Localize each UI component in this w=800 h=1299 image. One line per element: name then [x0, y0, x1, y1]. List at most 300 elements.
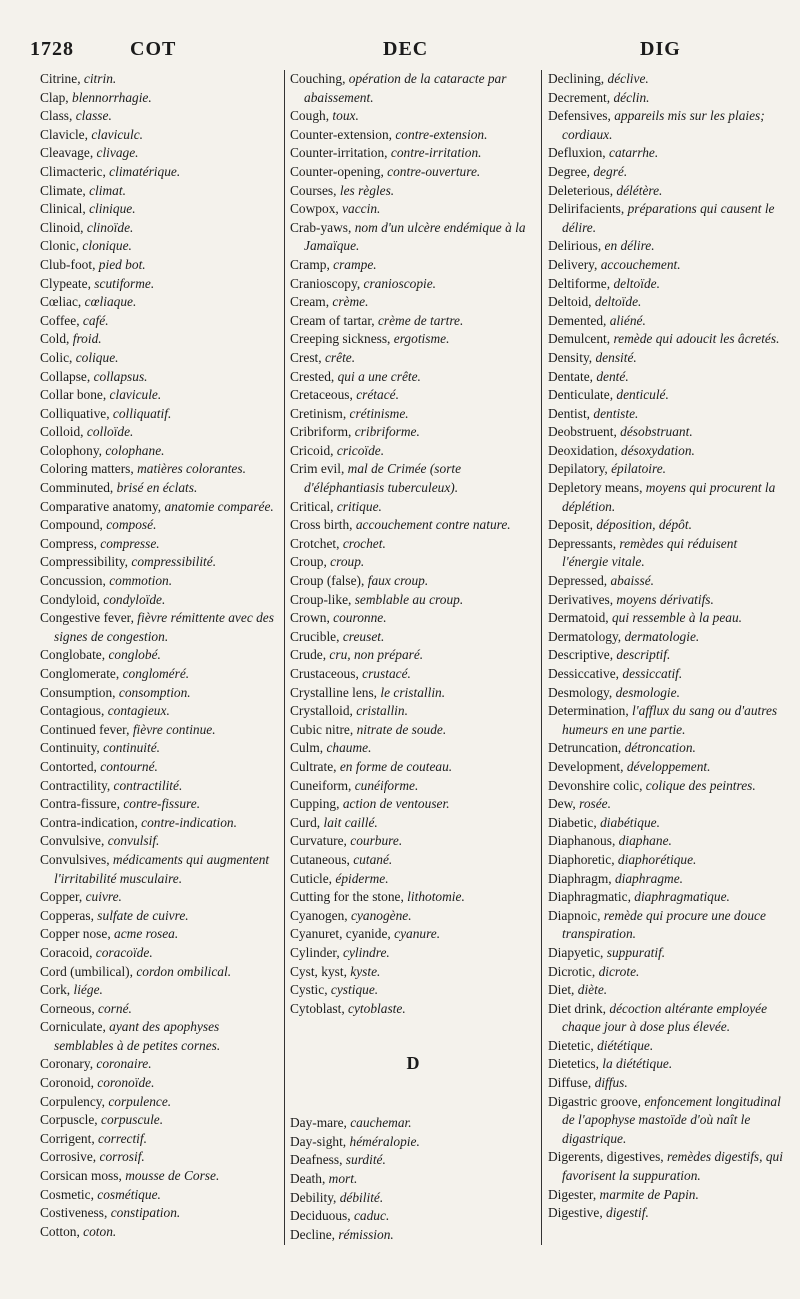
- dictionary-entry: [548, 814, 786, 833]
- entry-translation: coronoïde.: [97, 1075, 155, 1091]
- entry-headword: Detruncation,: [548, 740, 625, 756]
- entry-headword: Courses,: [290, 182, 340, 198]
- entry-headword: Comminuted,: [40, 480, 117, 496]
- dictionary-entry: [290, 1000, 536, 1019]
- entry-translation: degré.: [593, 163, 628, 179]
- dictionary-entry: [40, 182, 280, 201]
- dictionary-entry: [40, 646, 280, 665]
- entry-translation: déclin.: [613, 89, 650, 105]
- entry-headword: Cord (umbilical),: [40, 963, 137, 979]
- dictionary-entry: [548, 888, 786, 907]
- entry-translation: déposition, dépôt.: [596, 517, 692, 533]
- dictionary-entry: [548, 330, 786, 349]
- dictionary-entry: [40, 368, 280, 387]
- entry-headword: Convulsives,: [40, 851, 113, 867]
- entry-translation: consomption.: [118, 684, 191, 700]
- dictionary-entry: [548, 405, 786, 424]
- entry-headword: Condyloid,: [40, 591, 104, 607]
- entry-headword: Consumption,: [40, 684, 119, 700]
- entry-translation: contre-irritation.: [390, 145, 482, 161]
- entry-headword: Corrigent,: [40, 1130, 99, 1146]
- entry-headword: Colliquative,: [40, 405, 113, 421]
- entry-headword: Cupping,: [290, 796, 343, 812]
- entry-headword: Delirifacients,: [548, 201, 628, 217]
- dictionary-entry: [290, 219, 536, 256]
- entry-translation: préparations qui causent le délire.: [562, 201, 775, 235]
- entry-translation: clinoïde.: [86, 219, 134, 235]
- dictionary-entry: [290, 1170, 536, 1189]
- dictionary-entry: [290, 646, 536, 665]
- dictionary-entry: [40, 1000, 280, 1019]
- dictionary-entry: [40, 1074, 280, 1093]
- entry-headword: Corneous,: [40, 1000, 99, 1016]
- entry-translation: clivage.: [96, 145, 139, 161]
- entry-headword: Dew,: [548, 796, 580, 812]
- dictionary-entry: [40, 1148, 280, 1167]
- dictionary-entry: [290, 721, 536, 740]
- dictionary-entry: [40, 70, 280, 89]
- entry-headword: Diapnoic,: [548, 907, 604, 923]
- dictionary-entry: [290, 1189, 536, 1208]
- dictionary-entry: [548, 312, 786, 331]
- dictionary-entry: [548, 944, 786, 963]
- section-letter: D: [406, 1053, 420, 1074]
- dictionary-entry: [548, 851, 786, 870]
- dictionary-entry: [290, 144, 536, 163]
- entry-translation: climatérique.: [109, 163, 181, 179]
- entry-translation: contre-fissure.: [123, 796, 201, 812]
- entry-headword: Comparative anatomy,: [40, 498, 165, 514]
- entry-translation: cytoblaste.: [348, 1000, 406, 1016]
- dictionary-entry: [290, 591, 536, 610]
- dictionary-entry: [290, 870, 536, 889]
- dictionary-entry: [548, 1148, 786, 1185]
- entry-headword: Contra-indication,: [40, 814, 142, 830]
- dictionary-entry: [548, 646, 786, 665]
- dictionary-entry: [40, 293, 280, 312]
- entry-headword: Deltoid,: [548, 294, 595, 310]
- dictionary-entry: [40, 1055, 280, 1074]
- entry-headword: Clap,: [40, 89, 72, 105]
- entry-headword: Counter-extension,: [290, 126, 396, 142]
- entry-translation: compresse.: [100, 535, 160, 551]
- entry-headword: Compress,: [40, 535, 101, 551]
- dictionary-entry: [548, 684, 786, 703]
- entry-headword: Dietetics,: [548, 1056, 603, 1072]
- dictionary-entry: [290, 795, 536, 814]
- entry-translation: crétinisme.: [349, 405, 409, 421]
- entry-headword: Dessiccative,: [548, 666, 623, 681]
- dictionary-entry: [40, 553, 280, 572]
- entry-headword: Clinical,: [40, 201, 90, 217]
- dictionary-entry: [290, 182, 536, 201]
- entry-translation: mort.: [328, 1171, 358, 1187]
- dictionary-entry: [40, 888, 280, 907]
- dictionary-entry: [290, 275, 536, 294]
- entry-translation: cunéiforme.: [354, 777, 419, 793]
- dictionary-entry: [40, 535, 280, 554]
- dictionary-entry: [290, 498, 536, 517]
- entry-translation: diaphragme.: [614, 870, 684, 886]
- entry-translation: colloïde.: [86, 424, 134, 440]
- page-number: 1728: [30, 38, 74, 60]
- entry-headword: Degree,: [548, 163, 594, 179]
- entry-headword: Cork,: [40, 982, 74, 998]
- entry-translation: dessiccatif.: [622, 666, 683, 681]
- entry-translation: qui ressemble à la peau.: [611, 610, 743, 626]
- entry-translation: l'afflux du sang ou d'autres humeurs en une partie.: [562, 703, 778, 737]
- dictionary-entry: [548, 1186, 786, 1205]
- column-divider-1: [284, 70, 285, 1245]
- entry-headword: Copper,: [40, 889, 86, 905]
- dictionary-entry: [290, 665, 536, 684]
- dictionary-entry: [548, 293, 786, 312]
- entry-translation: catarrhe.: [609, 145, 659, 161]
- entry-translation: ayant des apophyses semblables à de petites cornes.: [54, 1019, 221, 1053]
- entry-translation: clonique.: [82, 238, 132, 254]
- dictionary-entry: [548, 516, 786, 535]
- entry-headword: Determination,: [548, 703, 633, 719]
- dictionary-entry: [40, 275, 280, 294]
- dictionary-entry: [40, 832, 280, 851]
- entry-translation: condyloïde.: [103, 591, 166, 607]
- entry-headword: Deoxidation,: [548, 442, 621, 458]
- dictionary-entry: [40, 591, 280, 610]
- entry-headword: Continued fever,: [40, 721, 133, 737]
- entry-headword: Coffee,: [40, 312, 83, 328]
- entry-headword: Costiveness,: [40, 1205, 111, 1221]
- dictionary-entry: [290, 963, 536, 982]
- dictionary-entry: [290, 386, 536, 405]
- dictionary-entry: [290, 200, 536, 219]
- dictionary-entry: [40, 981, 280, 1000]
- entry-headword: Defensives,: [548, 108, 615, 124]
- entry-headword: Declining,: [548, 71, 608, 86]
- entry-translation: conglobé.: [108, 647, 161, 663]
- dictionary-entry: [40, 219, 280, 238]
- dictionary-entry: [40, 442, 280, 461]
- entry-headword: Digerents, digestives,: [548, 1149, 668, 1165]
- entry-translation: acme rosea.: [114, 926, 179, 942]
- entry-translation: vaccin.: [342, 201, 381, 217]
- entry-headword: Digester,: [548, 1186, 600, 1202]
- entry-headword: Congestive fever,: [40, 610, 138, 626]
- entry-translation: colique des peintres.: [645, 777, 756, 793]
- entry-translation: colophane.: [105, 442, 165, 458]
- entry-headword: Cretaceous,: [290, 387, 357, 403]
- entry-translation: faux croup.: [367, 573, 429, 589]
- dictionary-entry: [548, 870, 786, 889]
- dictionary-entry: [290, 1114, 536, 1133]
- entry-translation: blennorrhagie.: [72, 89, 152, 105]
- entry-headword: Deltiforme,: [548, 275, 614, 291]
- entry-headword: Conglobate,: [40, 647, 109, 663]
- entry-headword: Cricoid,: [290, 442, 337, 458]
- dictionary-entry: [548, 1093, 786, 1149]
- entry-headword: Corsican moss,: [40, 1168, 126, 1184]
- entry-translation: coronaire.: [96, 1056, 152, 1072]
- entry-headword: Decrement,: [548, 89, 614, 105]
- entry-headword: Crucible,: [290, 628, 343, 644]
- dictionary-entry: [290, 944, 536, 963]
- dictionary-entry: [548, 460, 786, 479]
- dictionary-entry: [548, 1204, 786, 1223]
- entry-headword: Cutaneous,: [290, 851, 354, 867]
- dictionary-entry: [290, 777, 536, 796]
- entry-headword: Day-mare,: [290, 1115, 351, 1131]
- entry-translation: deltoïde.: [594, 294, 642, 310]
- dictionary-entry: [40, 609, 280, 646]
- dictionary-entry: [40, 684, 280, 703]
- entry-translation: diaphragmatique.: [634, 889, 730, 905]
- entry-translation: fièvre continue.: [132, 721, 216, 737]
- dictionary-entry: [290, 572, 536, 591]
- entry-headword: Cough,: [290, 108, 333, 124]
- entry-translation: colique.: [75, 349, 119, 365]
- column-middle-entries: [290, 70, 536, 1018]
- entry-translation: cristallin.: [356, 703, 408, 719]
- entry-headword: Diaphragm,: [548, 870, 615, 886]
- entry-translation: le cristallin.: [380, 684, 446, 700]
- dictionary-entry: [548, 665, 786, 684]
- dictionary-entry: [40, 777, 280, 796]
- dictionary-entry: [290, 256, 536, 275]
- entry-headword: Cowpox,: [290, 201, 343, 217]
- entry-translation: cœliaque.: [84, 294, 137, 310]
- entry-headword: Dentate,: [548, 368, 597, 384]
- entry-headword: Diet,: [548, 982, 578, 998]
- dictionary-entry: [290, 1207, 536, 1226]
- entry-headword: Croup,: [290, 554, 331, 570]
- entry-headword: Diaphragmatic,: [548, 889, 635, 905]
- entry-headword: Concussion,: [40, 573, 110, 589]
- entry-headword: Dermatology,: [548, 628, 625, 644]
- entry-translation: opération de la cataracte par abaissement.: [304, 71, 507, 105]
- entry-headword: Crotchet,: [290, 535, 343, 551]
- entry-translation: développement.: [626, 758, 711, 774]
- entry-headword: Contorted,: [40, 758, 101, 774]
- entry-headword: Crested,: [290, 368, 338, 384]
- entry-translation: scutiforme.: [94, 275, 155, 291]
- column-middle: [290, 70, 536, 1244]
- entry-translation: crustacé.: [362, 666, 411, 681]
- entry-translation: rémission.: [338, 1226, 394, 1242]
- entry-translation: collapsus.: [93, 368, 148, 384]
- entry-translation: anatomie comparée.: [164, 498, 274, 514]
- entry-headword: Curvature,: [290, 833, 351, 849]
- entry-translation: les règles.: [339, 182, 395, 198]
- entry-translation: creuset.: [342, 628, 385, 644]
- dictionary-entry: [548, 758, 786, 777]
- entry-translation: contourné.: [100, 758, 158, 774]
- dictionary-entry: [290, 460, 536, 497]
- dictionary-entry: [290, 293, 536, 312]
- entry-headword: Demented,: [548, 312, 610, 328]
- entry-headword: Depressants,: [548, 535, 620, 551]
- dictionary-entry: [290, 814, 536, 833]
- dictionary-entry: [40, 200, 280, 219]
- dictionary-entry: [40, 925, 280, 944]
- entry-translation: enfoncement longitudinal de l'apophyse mastoïde d'où naît le digastrique.: [562, 1093, 781, 1146]
- entry-translation: qui a une crête.: [337, 368, 421, 384]
- entry-headword: Crustaceous,: [290, 666, 363, 681]
- entry-translation: clinique.: [89, 201, 136, 217]
- entry-headword: Cyanuret, cyanide,: [290, 926, 395, 942]
- entry-headword: Culm,: [290, 740, 327, 756]
- dictionary-entry: [548, 479, 786, 516]
- entry-headword: Colic,: [40, 349, 76, 365]
- dictionary-entry: [40, 237, 280, 256]
- running-head-center: DEC: [383, 38, 429, 60]
- entry-translation: en délire.: [604, 238, 655, 254]
- entry-headword: Climate,: [40, 182, 90, 198]
- entry-translation: cribriforme.: [354, 424, 420, 440]
- dictionary-entry: [40, 665, 280, 684]
- dictionary-entry: [548, 572, 786, 591]
- entry-translation: cutané.: [353, 851, 393, 867]
- entry-headword: Dentist,: [548, 405, 594, 421]
- entry-headword: Diaphoretic,: [548, 851, 618, 867]
- entry-translation: rosée.: [579, 796, 611, 812]
- dictionary-entry: [40, 89, 280, 108]
- entry-headword: Cross birth,: [290, 517, 356, 533]
- entry-translation: nom d'un ulcère endémique à la Jamaïque.: [304, 219, 526, 254]
- entry-headword: Continuity,: [40, 740, 104, 756]
- entry-translation: moyens qui procurent la déplétion.: [562, 480, 776, 514]
- entry-headword: Deposit,: [548, 517, 597, 533]
- entry-headword: Deobstruent,: [548, 424, 621, 440]
- dictionary-entry: [290, 907, 536, 926]
- dictionary-entry: [40, 516, 280, 535]
- dictionary-entry: [40, 944, 280, 963]
- entry-translation: liége.: [73, 982, 103, 998]
- entry-translation: action de ventouser.: [342, 796, 450, 812]
- dictionary-entry: [40, 572, 280, 591]
- dictionary-entry: [548, 368, 786, 387]
- entry-translation: critique.: [336, 498, 382, 514]
- entry-headword: Cystic,: [290, 982, 331, 998]
- entry-translation: lithotomie.: [407, 889, 465, 905]
- dictionary-entry: [548, 609, 786, 628]
- entry-translation: continuité.: [103, 740, 161, 756]
- entry-translation: diaphane.: [618, 833, 672, 849]
- entry-translation: en forme de couteau.: [339, 758, 453, 774]
- column-left: [40, 70, 280, 1241]
- entry-translation: remède qui adoucit les âcretés.: [613, 331, 780, 347]
- dictionary-entry: [40, 386, 280, 405]
- dictionary-entry: [290, 1226, 536, 1245]
- entry-headword: Corpuscle,: [40, 1112, 101, 1128]
- dictionary-entry: [40, 1111, 280, 1130]
- entry-translation: denticulé.: [616, 387, 669, 403]
- dictionary-entry: [40, 907, 280, 926]
- entry-headword: Crown,: [290, 610, 334, 626]
- entry-headword: Crab-yaws,: [290, 219, 355, 235]
- entry-headword: Cramp,: [290, 256, 334, 272]
- dictionary-entry: [290, 107, 536, 126]
- dictionary-entry: [40, 330, 280, 349]
- dictionary-entry: [548, 981, 786, 1000]
- entry-headword: Class,: [40, 108, 76, 124]
- entry-headword: Cultrate,: [290, 758, 340, 774]
- entry-headword: Contagious,: [40, 703, 108, 719]
- dictionary-entry: [548, 777, 786, 796]
- entry-headword: Crim evil,: [290, 461, 348, 477]
- entry-translation: désoxydation.: [620, 442, 695, 458]
- entry-translation: dermatologie.: [624, 628, 700, 644]
- entry-headword: Deafness,: [290, 1152, 346, 1168]
- entry-translation: correctif.: [98, 1130, 147, 1146]
- entry-headword: Club-foot,: [40, 256, 99, 272]
- entry-translation: marmite de Papin.: [599, 1186, 699, 1202]
- dictionary-entry: [548, 182, 786, 201]
- entry-headword: Delivery,: [548, 256, 601, 272]
- dictionary-entry: [290, 739, 536, 758]
- dictionary-entry: [290, 981, 536, 1000]
- entry-headword: Diabetic,: [548, 814, 601, 830]
- dictionary-entry: [40, 1186, 280, 1205]
- dictionary-entry: [40, 126, 280, 145]
- entry-headword: Cosmetic,: [40, 1186, 98, 1202]
- entry-translation: ergotisme.: [393, 331, 450, 347]
- entry-translation: corpulence.: [108, 1093, 172, 1109]
- entry-translation: citrin.: [83, 71, 117, 86]
- dictionary-entry: [40, 144, 280, 163]
- entry-headword: Cream of tartar,: [290, 312, 378, 328]
- entry-headword: Cribriform,: [290, 424, 355, 440]
- entry-headword: Depilatory,: [548, 461, 612, 477]
- entry-translation: cranioscopie.: [363, 275, 437, 291]
- entry-translation: nitrate de soude.: [356, 721, 447, 737]
- entry-headword: Defluxion,: [548, 145, 609, 161]
- dictionary-entry: [548, 535, 786, 572]
- entry-translation: diététique.: [597, 1037, 654, 1053]
- dictionary-entry: [40, 1223, 280, 1242]
- entry-translation: kyste.: [350, 963, 381, 979]
- dictionary-entry: [548, 963, 786, 982]
- entry-translation: crème.: [332, 294, 369, 310]
- dictionary-entry: [548, 144, 786, 163]
- dictionary-entry: [40, 349, 280, 368]
- entry-headword: Diffuse,: [548, 1075, 595, 1091]
- dictionary-entry: [40, 963, 280, 982]
- entry-translation: la diététique.: [602, 1056, 673, 1072]
- entry-headword: Colophony,: [40, 442, 106, 458]
- entry-translation: climat.: [89, 182, 126, 198]
- entry-translation: contre-extension.: [395, 126, 488, 142]
- entry-translation: délétère.: [616, 182, 663, 198]
- entry-headword: Crude,: [290, 647, 330, 663]
- entry-translation: débilité.: [339, 1189, 384, 1205]
- dictionary-entry: [548, 423, 786, 442]
- entry-translation: coracoïde.: [95, 944, 153, 960]
- entry-headword: Critical,: [290, 498, 337, 514]
- dictionary-entry: [548, 275, 786, 294]
- dictionary-entry: [290, 312, 536, 331]
- entry-translation: mal de Crimée (sorte d'éléphantiasis tuberculeux).: [304, 461, 462, 496]
- entry-translation: accouchement.: [600, 256, 681, 272]
- entry-headword: Curd,: [290, 814, 324, 830]
- entry-translation: cyanure.: [394, 926, 441, 942]
- entry-headword: Clavicle,: [40, 126, 92, 142]
- entry-translation: diabétique.: [600, 814, 660, 830]
- entry-headword: Clonic,: [40, 238, 83, 254]
- entry-translation: desmologie.: [615, 684, 680, 700]
- entry-translation: commotion.: [109, 573, 173, 589]
- column-middle-entries-after: [290, 1114, 536, 1244]
- entry-translation: crème de tartre.: [377, 312, 464, 328]
- entry-headword: Citrine,: [40, 71, 84, 86]
